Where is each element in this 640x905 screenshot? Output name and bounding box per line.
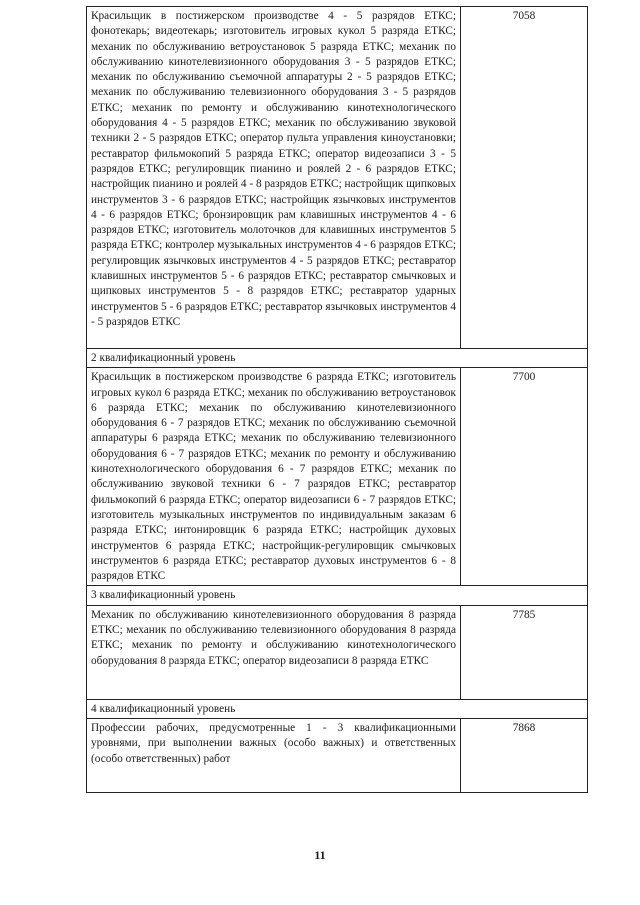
profession-list-cell: Красильщик в постижерском производстве 4 - 5 разрядов ЕТКС; фонотекарь; видеотекарь; изготовитель игровых кукол 5 разряда ЕТКС; механик по обслуживанию ветроустановок 5 разряда ЕТКС; механик по обслуживанию кинотелевизионного оборудования 3 - 5 разрядов ЕТКС; механик по обслуживанию съемочной аппаратуры 2 - 5 разрядов ЕТКС; механик по обслуживанию телевизионного оборудования 3 - 5 разрядов ЕТКС; механик по ремонту и обслуживанию кинотехнологического оборудования 4 - 5 разрядов ЕТКС; механик по обслуживанию звуковой техники 2 - 5 разрядов ЕТКС; оператор пульта управления киноустановки; реставратор фильмокопий 5 разряда ЕТКС; оператор видеозаписи 3 - 5 разрядов ЕТКС; регулировщик пианино и роялей 2 - 6 разрядов ЕТКС; настройщик пианино и роялей 4 - 8 разрядов ЕТКС; настройщик щипковых инструментов 3 - 6 разрядов ЕТКС; настройщик язычковых инструментов 4 - 6 разрядов ЕТКС; бронзировщик рам клавишных инструментов 4 - 6 разрядов ЕТКС; изготовитель молоточков для клавишных инструментов 5 разряда ЕТКС; контролер музыкальных инструментов 4 - 6 разрядов ЕТКС; регулировщик язычковых инструментов 4 - 5 разрядов ЕТКС; реставратор клавишных инструментов 5 - 6 разрядов ЕТКС; реставратор смычковых и щипковых инструментов 5 - 8 разрядов ЕТКС; реставратор ударных инструментов 5 - 6 разрядов ЕТКС; реставратор язычковых инструментов 4 - 5 разрядов ЕТКС (87, 7, 461, 349)
qualification-level-label: 2 квалификационный уровень (87, 349, 588, 368)
table-row (87, 605, 588, 699)
table-row (87, 719, 588, 793)
profession-list-cell: Механик по обслуживанию кинотелевизионного оборудования 8 разряда ЕТКС; механик по обслуживанию телевизионного оборудования 8 разряда ЕТКС; механик по ремонту и обслуживанию кинотехнологического оборудования 8 разряда ЕТКС; оператор видеозаписи 8 разряда ЕТКС (87, 605, 461, 699)
qualification-level-label: 4 квалификационный уровень (87, 699, 588, 718)
salary-table (86, 6, 588, 793)
table-row (87, 368, 588, 586)
salary-value-cell: 7868 (461, 719, 588, 793)
qualification-level-label: 3 квалификационный уровень (87, 586, 588, 605)
qualification-level-row (87, 586, 588, 605)
qualification-level-row (87, 349, 588, 368)
page-number: 11 (314, 848, 326, 862)
salary-value-cell: 7058 (461, 7, 588, 349)
profession-list-cell: Профессии рабочих, предусмотренные 1 - 3 квалификационными уровнями, при выполнении важных (особо важных) и ответственных (особо ответственных) работ (87, 719, 461, 793)
salary-value-cell: 7785 (461, 605, 588, 699)
qualification-level-row (87, 699, 588, 718)
table-row (87, 7, 588, 349)
salary-value-cell: 7700 (461, 368, 588, 586)
profession-list-cell: Красильщик в постижерском производстве 6 разряда ЕТКС; изготовитель игровых кукол 6 разряда ЕТКС; механик по обслуживанию ветроустановок 6 разряда ЕТКС; механик по обслуживанию кинотелевизионного оборудования 6 - 7 разрядов ЕТКС; механик по обслуживанию съемочной аппаратуры 6 разряда ЕТКС; механик по обслуживанию телевизионного оборудования 6 - 7 разрядов ЕТКС; механик по ремонту и обслуживанию кинотехнологического оборудования 6 - 7 разрядов ЕТКС; механик по обслуживанию звуковой техники 6 - 7 разрядов ЕТКС; реставратор фильмокопий 6 разряда ЕТКС; оператор видеозаписи 6 - 7 разрядов ЕТКС; изготовитель музыкальных инструментов по индивидуальным заказам 6 разряда ЕТКС; интонировщик 6 разряда ЕТКС; настройщик духовых инструментов 6 разряда ЕТКС; настройщик-регулировщик смычковых инструментов 6 разряда ЕТКС; реставратор духовых инструментов 6 - 8 разрядов ЕТКС (87, 368, 461, 586)
